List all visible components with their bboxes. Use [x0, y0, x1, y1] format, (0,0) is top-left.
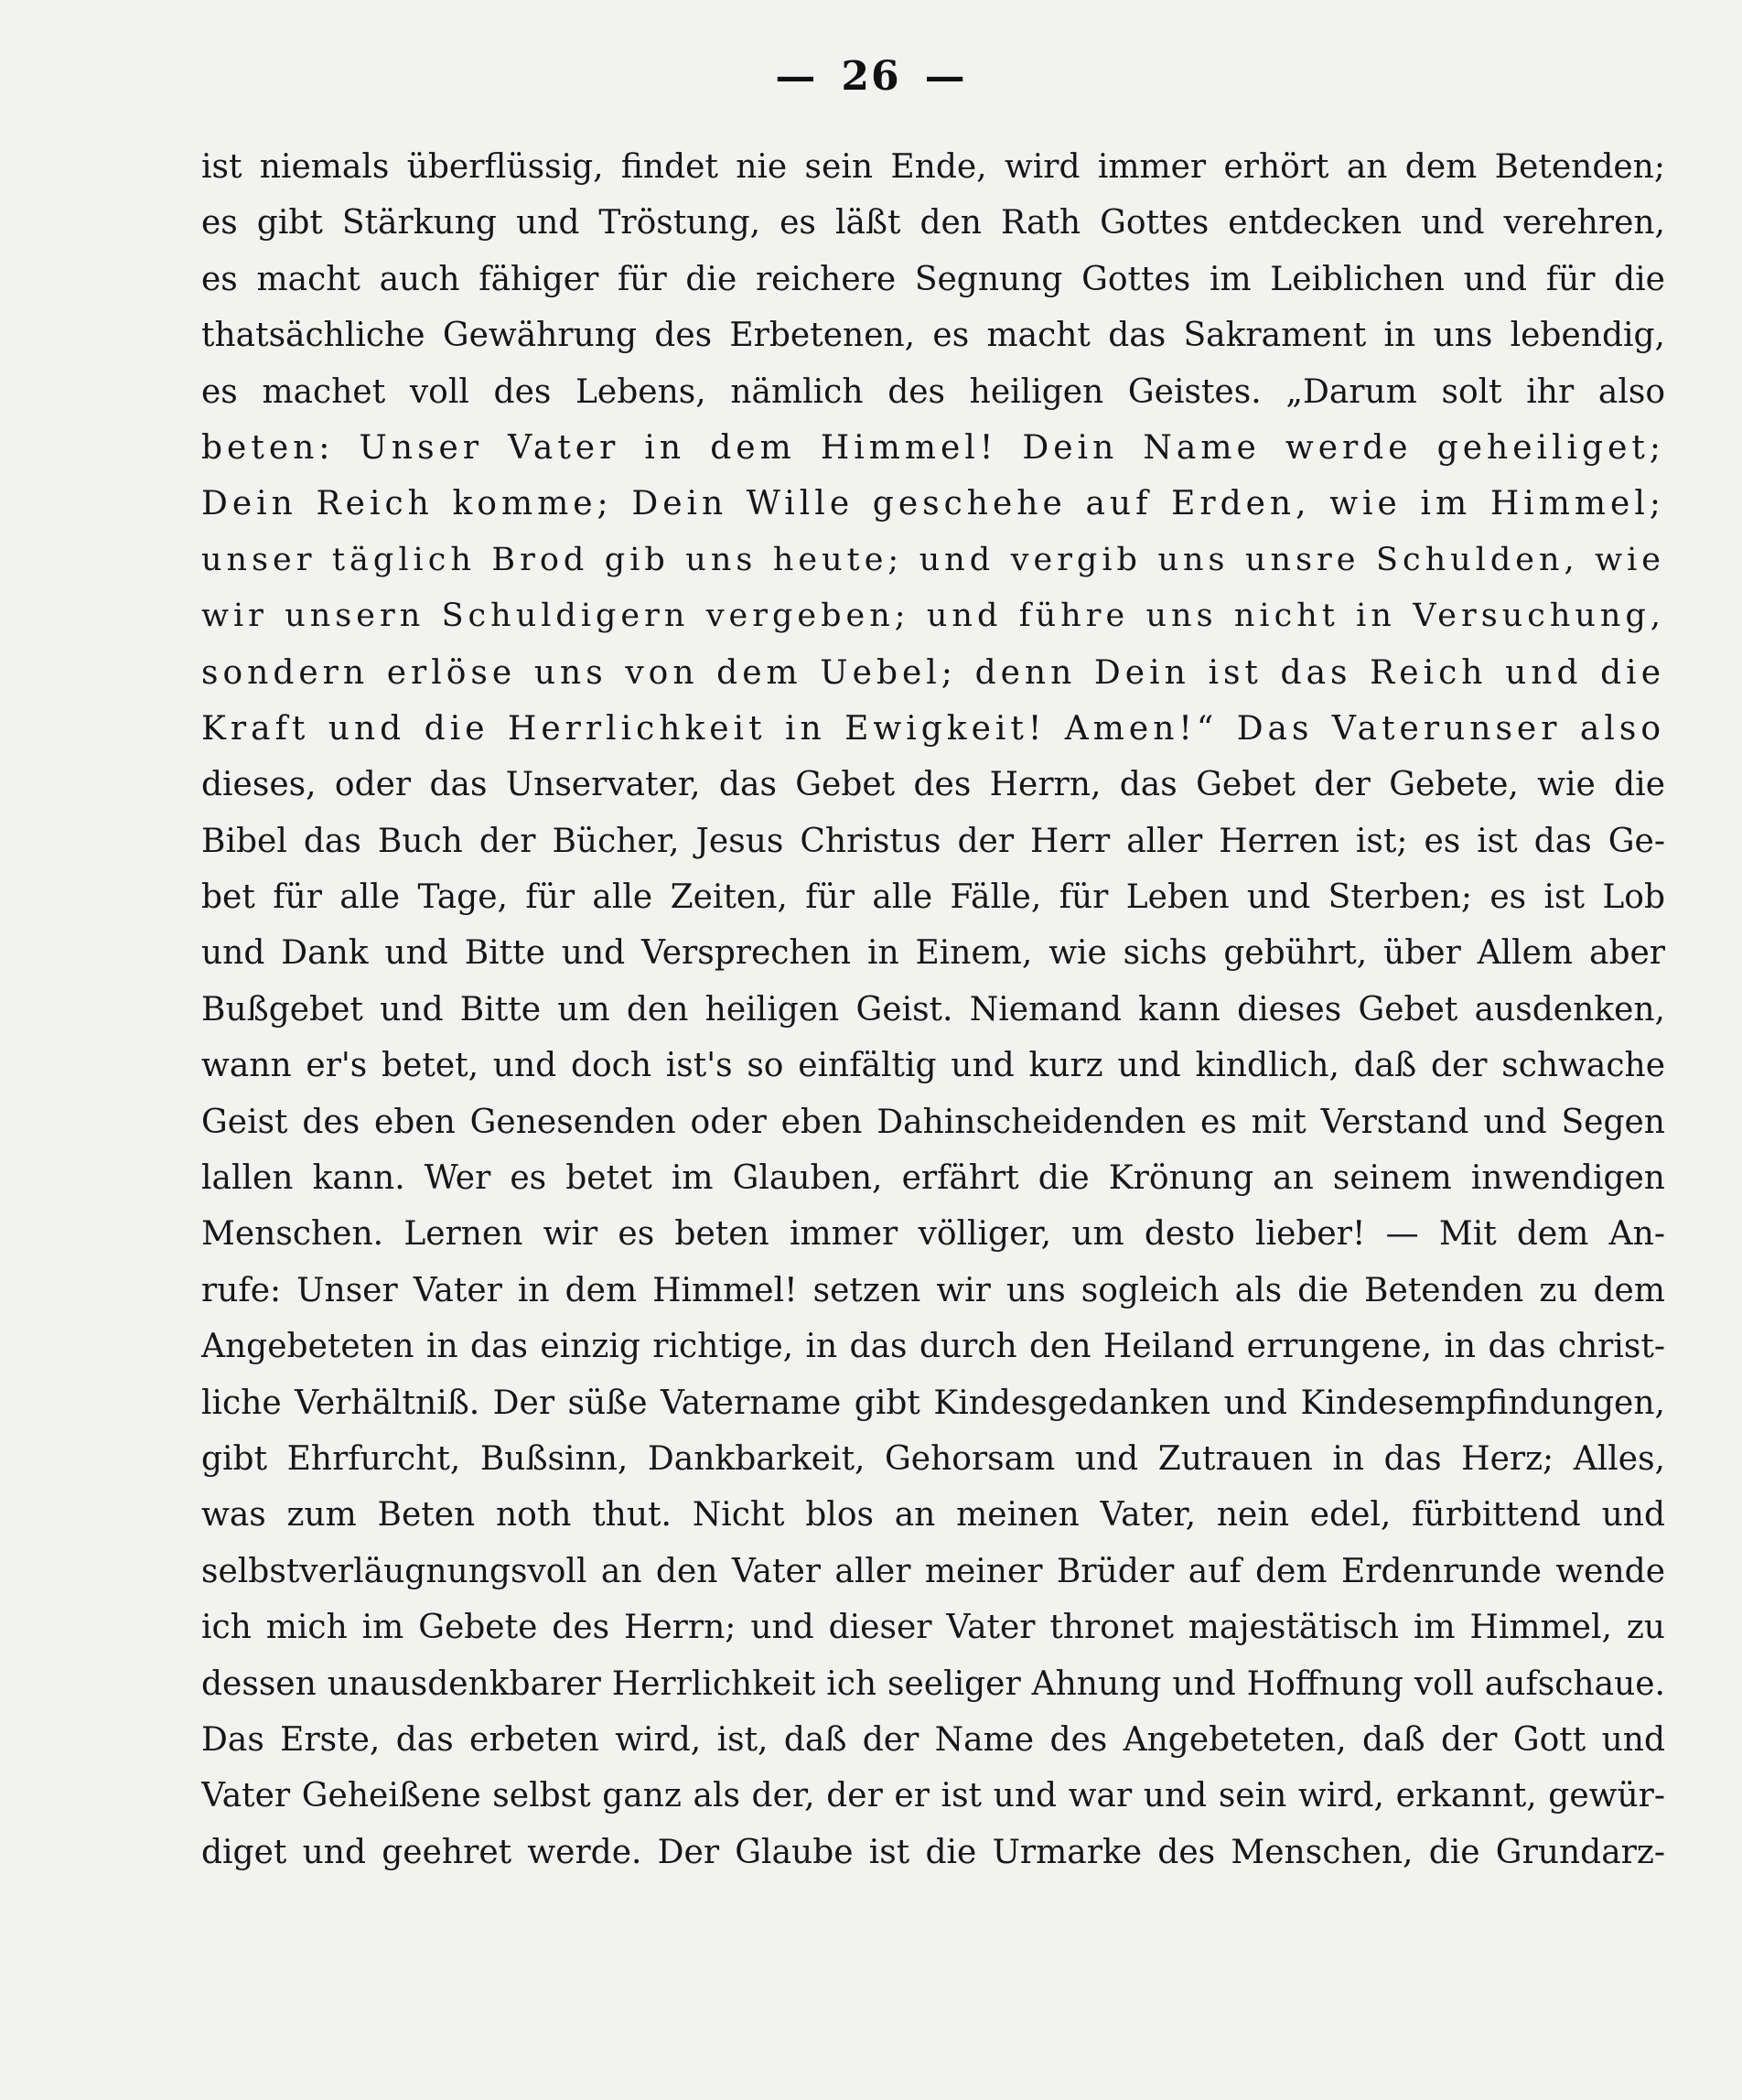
- text-line: beten: Unser Vater in dem Himmel! Dein Name werde geheiliget;: [201, 428, 1665, 467]
- text-line: es machet voll des Lebens, nämlich des heiligen Geistes. „Darum solt ihr also: [201, 372, 1665, 411]
- text-line: dieses, oder das Unservater, das Gebet des Herrn, das Gebet der Gebete, wie die: [201, 766, 1665, 804]
- text-line: Das Erste, das erbeten wird, ist, daß der Name des Angebeteten, daß der Gott und: [201, 1720, 1665, 1759]
- text-line: dessen unausdenkbarer Herrlichkeit ich seeliger Ahnung und Hoffnung voll aufschaue.: [201, 1664, 1665, 1703]
- body-text: [201, 139, 1665, 1880]
- text-line: selbstverläugnungsvoll an den Vater aller meiner Brüder auf dem Erdenrunde wende: [201, 1552, 1665, 1590]
- text-line: Angebeteten in das einzig richtige, in das durch den Heiland errungene, in das christ-: [201, 1328, 1665, 1366]
- text-line: Menschen. Lernen wir es beten immer völliger, um desto lieber! — Mit dem An-: [201, 1215, 1665, 1254]
- text-line: lallen kann. Wer es betet im Glauben, erfährt die Krönung an seinem inwendigen: [201, 1159, 1665, 1198]
- text-line: ist niemals überflüssig, findet nie sein Ende, wird immer erhört an dem Betenden;: [201, 148, 1665, 186]
- text-line: rufe: Unser Vater in dem Himmel! setzen wir uns sogleich als die Betenden zu dem: [201, 1271, 1665, 1309]
- text-line: bet für alle Tage, für alle Zeiten, für alle Fälle, für Leben und Sterben; es ist Lob: [201, 878, 1665, 917]
- text-line: Bußgebet und Bitte um den heiligen Geist. Niemand kann dieses Gebet ausdenken,: [201, 990, 1665, 1028]
- text-line: sondern erlöse uns von dem Uebel; denn Dein ist das Reich und die: [201, 653, 1665, 692]
- text-line: thatsächliche Gewährung des Erbetenen, es macht das Sakrament in uns lebendig,: [201, 317, 1665, 355]
- text-line: Vater Geheißene selbst ganz als der, der er ist und war und sein wird, erkannt, gewür-: [201, 1777, 1665, 1815]
- text-line: es macht auch fähiger für die reichere Segnung Gottes im Leiblichen und für die: [201, 260, 1665, 298]
- text-line: ich mich im Gebete des Herrn; und dieser Vater thronet majestätisch im Himmel, zu: [201, 1609, 1665, 1647]
- header-dash-left: —: [775, 53, 818, 100]
- text-line: Dein Reich komme; Dein Wille geschehe auf Erden, wie im Himmel;: [201, 485, 1665, 523]
- text-line: was zum Beten noth thut. Nicht blos an meinen Vater, nein edel, fürbittend und: [201, 1496, 1665, 1535]
- page-number: 26: [841, 53, 901, 100]
- text-line: Kraft und die Herrlichkeit in Ewigkeit! Amen!“ Das Vaterunser also: [201, 709, 1665, 748]
- page-header: [0, 53, 1742, 100]
- text-line: Geist des eben Genesenden oder eben Dahinscheidenden es mit Verstand und Segen: [201, 1103, 1665, 1141]
- text-line: und Dank und Bitte und Versprechen in Einem, wie sichs gebührt, über Allem aber: [201, 934, 1665, 973]
- text-line: diget und geehret werde. Der Glaube ist die Urmarke des Menschen, die Grundarz-: [201, 1833, 1665, 1871]
- text-line: unser täglich Brod gib uns heute; und vergib uns unsre Schulden, wie: [201, 541, 1665, 578]
- text-line: es gibt Stärkung und Tröstung, es läßt den Rath Gottes entdecken und verehren,: [201, 204, 1665, 242]
- text-line: liche Verhältniß. Der süße Vatername gibt Kindesgedanken und Kindesempfindungen,: [201, 1384, 1665, 1422]
- header-dash-right: —: [924, 53, 967, 100]
- text-line: Bibel das Buch der Bücher, Jesus Christus der Herr aller Herren ist; es ist das Ge-: [201, 822, 1665, 860]
- text-line: wir unsern Schuldigern vergeben; und führe uns nicht in Versuchung,: [201, 598, 1665, 635]
- text-line: gibt Ehrfurcht, Bußsinn, Dankbarkeit, Gehorsam und Zutrauen in das Herz; Alles,: [201, 1439, 1665, 1478]
- text-line: wann er's betet, und doch ist's so einfältig und kurz und kindlich, daß der schwache: [201, 1047, 1665, 1085]
